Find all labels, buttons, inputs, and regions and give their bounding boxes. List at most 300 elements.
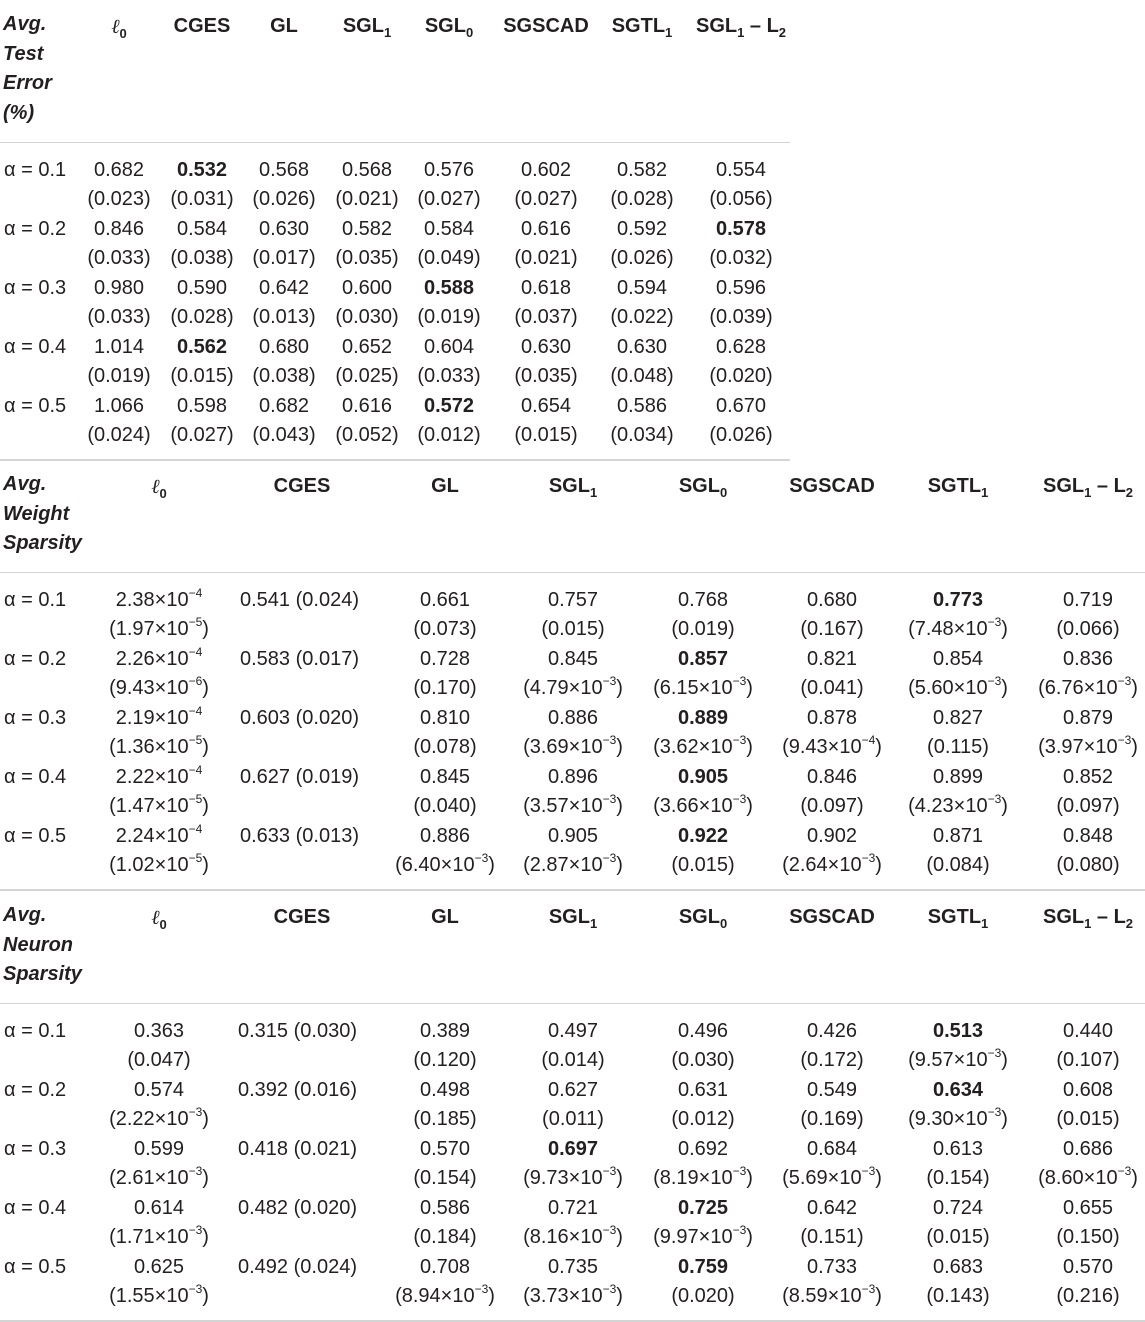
column-header-sgl1: $SGL_1$: [548, 475, 598, 500]
cell-l0: [109, 645, 209, 703]
cell-sgtl1: [610, 156, 673, 214]
row-label: α = 0.3: [4, 277, 67, 299]
cell-sgl1-l2: [1056, 763, 1119, 821]
cell-std-error: (0.185): [413, 1108, 477, 1130]
cell-std-error: $(2.64\times 10^{-3})$: [782, 851, 882, 876]
cell-sgl1: [523, 704, 623, 762]
cell-std-error: $(4.23\times 10^{-3})$: [908, 792, 1008, 817]
cell-value: 0.857: [677, 648, 729, 670]
cell-std-error: (0.023): [87, 188, 151, 210]
cell-value: 0.642: [806, 1197, 858, 1219]
cell-gl: [252, 156, 315, 214]
cell-sgtl1: [927, 704, 989, 762]
cell-std-error: $(4.79\times 10^{-3})$: [523, 674, 623, 699]
table-row: [0, 1017, 1145, 1076]
column-header-sgl0: $SGL_0$: [678, 475, 728, 500]
cell-std-error: (0.041): [800, 677, 864, 699]
cell-value: 0.582: [341, 218, 393, 240]
cell-l0: [87, 215, 150, 273]
cell-value: 0.725: [677, 1197, 729, 1219]
cell-std-error: (0.020): [709, 365, 773, 387]
cell-sgl1-l2: [1056, 1076, 1119, 1134]
row-label: α = 0.2: [4, 218, 67, 240]
cell-value: 0.584: [176, 218, 228, 240]
cell-value: 0.631: [677, 1079, 729, 1101]
row-label: α = 0.3: [4, 1138, 67, 1160]
cell-std-error: $(8.16\times 10^{-3})$: [523, 1223, 623, 1248]
cell-std-error: (0.120): [413, 1049, 477, 1071]
table-title: Avg. Weight Sparsity: [3, 473, 82, 554]
cell-l0: [109, 763, 209, 821]
cell-sgl1: [523, 763, 623, 821]
cell-value: 0.845: [419, 766, 471, 788]
cell-sgscad: [800, 1017, 863, 1075]
cell-std-error: $(1.55\times 10^{-3})$: [109, 1282, 209, 1307]
cell-value: 0.879: [1062, 707, 1114, 729]
cell-sgscad: [782, 704, 882, 762]
cell-std-error: $(2.61\times 10^{-3})$: [109, 1164, 209, 1189]
table-row: [0, 586, 1145, 645]
cell-value: 0.363: [133, 1020, 185, 1042]
cell-value: 0.886: [419, 825, 471, 847]
cell-sgl0: [653, 704, 753, 762]
cell-value: 0.315 (0.030): [238, 1020, 357, 1042]
row-label: α = 0.5: [4, 395, 67, 417]
cell-std-error: (0.097): [1056, 795, 1120, 817]
cell-value: 0.599: [133, 1138, 185, 1160]
cell-value: 0.392 (0.016): [238, 1079, 357, 1101]
cell-value: 0.633 (0.013): [240, 825, 359, 847]
cell-std-error: (0.014): [541, 1049, 605, 1071]
cell-sgtl1: [926, 1194, 989, 1252]
cell-value: 0.757: [547, 589, 599, 611]
cell-value: 0.902: [806, 825, 858, 847]
cell-std-error: (0.025): [335, 365, 399, 387]
cell-std-error: (0.032): [709, 247, 773, 269]
cell-std-error: (0.038): [252, 365, 316, 387]
cell-std-error: (0.039): [709, 306, 773, 328]
cell-value: 0.899: [932, 766, 984, 788]
cell-std-error: (0.028): [170, 306, 234, 328]
cell-std-error: $(1.47\times 10^{-5})$: [109, 792, 209, 817]
cell-cges: [170, 156, 233, 214]
cell-sgl1-l2: [709, 215, 772, 273]
cell-std-error: (0.019): [87, 365, 151, 387]
cell-std-error: (0.033): [417, 365, 481, 387]
cell-sgl1: [335, 156, 398, 214]
cell-l0: [109, 704, 209, 762]
cell-value: 0.602: [520, 159, 572, 181]
cell-value: 0.549: [806, 1079, 858, 1101]
cell-std-error: (0.015): [1056, 1108, 1120, 1130]
cell-sgl1: [523, 1194, 623, 1252]
cell-value: 0.600: [341, 277, 393, 299]
cell-sgl1-l2: [709, 333, 772, 391]
cell-std-error: (0.150): [1056, 1226, 1120, 1248]
cell-value: $2.22\times 10^{-4}$: [115, 763, 203, 788]
cell-value: 0.583 (0.017): [240, 648, 359, 670]
column-header-sgscad: SGSCAD: [789, 906, 875, 928]
cell-value: 0.654: [520, 395, 572, 417]
cell-gl: [413, 1135, 476, 1193]
cell-l0: [87, 156, 150, 214]
cell-sgl1: [335, 215, 398, 273]
cell-gl: [395, 822, 495, 880]
cell-value: 0.846: [806, 766, 858, 788]
cell-std-error: (0.033): [87, 247, 151, 269]
cell-std-error: (0.048): [610, 365, 674, 387]
cell-sgscad: [782, 822, 882, 880]
cell-std-error: (0.154): [926, 1167, 990, 1189]
cell-value: 0.682: [93, 159, 145, 181]
cell-value: 0.496: [677, 1020, 729, 1042]
cell-cges: [170, 274, 233, 332]
cell-sgl1-l2: [1056, 1017, 1119, 1075]
cell-std-error: (0.012): [417, 424, 481, 446]
cell-sgl1: [523, 645, 623, 703]
cell-value: 0.613: [932, 1138, 984, 1160]
row-label: α = 0.5: [4, 825, 67, 847]
cell-value: 0.592: [616, 218, 668, 240]
cell-l0: [127, 1017, 190, 1075]
cell-sgl1: [523, 1253, 623, 1311]
table-row: [0, 1253, 1145, 1312]
cell-value: 0.532: [176, 159, 228, 181]
table-row: [0, 156, 790, 215]
cell-std-error: $(6.76\times 10^{-3})$: [1038, 674, 1138, 699]
cell-std-error: (0.027): [417, 188, 481, 210]
cell-value: 0.733: [806, 1256, 858, 1278]
cell-sgl1: [541, 586, 604, 644]
column-header-l0: ℓ$_0$: [111, 14, 127, 41]
cell-cges: [170, 333, 233, 391]
cell-std-error: (0.073): [413, 618, 477, 640]
column-header-sgscad: SGSCAD: [789, 475, 875, 497]
cell-std-error: (0.022): [610, 306, 674, 328]
cell-sgl1-l2: [709, 392, 772, 450]
cell-sgl1: [335, 392, 398, 450]
cell-sgl0: [417, 333, 480, 391]
cell-value: 0.922: [677, 825, 729, 847]
cell-value: 0.627 (0.019): [240, 766, 359, 788]
cell-value: 0.570: [1062, 1256, 1114, 1278]
cell-std-error: (0.035): [514, 365, 578, 387]
cell-gl: [413, 1194, 476, 1252]
row-label: α = 0.3: [4, 707, 67, 729]
cell-sgl1-l2: [709, 156, 772, 214]
cell-value: 0.630: [520, 336, 572, 358]
cell-std-error: $(7.48\times 10^{-3})$: [908, 615, 1008, 640]
column-header-sgtl1: $SGTL_1$: [927, 906, 989, 931]
cell-value: 0.889: [677, 707, 729, 729]
cell-std-error: (0.015): [170, 365, 234, 387]
cell-std-error: (0.172): [800, 1049, 864, 1071]
cell-std-error: (0.026): [252, 188, 316, 210]
column-header-sgl1-l2: $SGL_1 - L_2$: [695, 15, 787, 40]
cell-cges: [170, 215, 233, 273]
table-row: [0, 274, 790, 333]
cell-sgscad: [800, 586, 863, 644]
cell-sgtl1: [926, 1253, 989, 1311]
cell-value: 0.603 (0.020): [240, 707, 359, 729]
cell-sgscad: [514, 333, 577, 391]
cell-value: 0.655: [1062, 1197, 1114, 1219]
cell-value: 0.886: [547, 707, 599, 729]
cell-cges: [240, 763, 359, 792]
cell-std-error: (0.038): [170, 247, 234, 269]
column-header-gl: GL: [431, 475, 459, 497]
cell-cges: [238, 1076, 357, 1105]
table-row: [0, 333, 790, 392]
header-rule: [0, 1003, 1145, 1004]
cell-value: 0.627: [547, 1079, 599, 1101]
column-header-sgl1-l2: $SGL_1 - L_2$: [1042, 475, 1134, 500]
cell-sgl0: [671, 822, 734, 880]
cell-value: 0.630: [258, 218, 310, 240]
cell-cges: [240, 586, 359, 615]
cell-std-error: (0.030): [671, 1049, 735, 1071]
cell-value: 0.692: [677, 1138, 729, 1160]
cell-std-error: (0.097): [800, 795, 864, 817]
row-label: α = 0.2: [4, 648, 67, 670]
cell-std-error: (0.047): [127, 1049, 191, 1071]
cell-cges: [240, 645, 359, 674]
cell-cges: [170, 392, 233, 450]
cell-value: 0.852: [1062, 766, 1114, 788]
cell-value: 0.878: [806, 707, 858, 729]
cell-value: 0.821: [806, 648, 858, 670]
cell-value: 0.980: [93, 277, 145, 299]
cell-std-error: $(8.19\times 10^{-3})$: [653, 1164, 753, 1189]
cell-sgl0: [653, 763, 753, 821]
table-row: [0, 763, 1145, 822]
cell-std-error: $(3.57\times 10^{-3})$: [523, 792, 623, 817]
cell-value: 0.562: [176, 336, 228, 358]
column-header-cges: CGES: [273, 475, 331, 497]
cell-std-error: (0.080): [1056, 854, 1120, 876]
cell-sgl1-l2: [1056, 822, 1119, 880]
cell-std-error: $(9.57\times 10^{-3})$: [908, 1046, 1008, 1071]
cell-value: 0.590: [176, 277, 228, 299]
cell-value: 0.614: [133, 1197, 185, 1219]
cell-l0: [87, 333, 150, 391]
cell-std-error: (0.040): [413, 795, 477, 817]
cell-l0: [87, 392, 150, 450]
cell-value: 0.827: [932, 707, 984, 729]
cell-value: 0.596: [715, 277, 767, 299]
cell-std-error: (0.027): [514, 188, 578, 210]
cell-sgtl1: [610, 392, 673, 450]
cell-std-error: (0.020): [671, 1285, 735, 1307]
cell-value: 0.871: [932, 825, 984, 847]
cell-sgl1-l2: [1056, 1194, 1119, 1252]
cell-value: 0.768: [677, 589, 729, 611]
cell-std-error: $(3.97\times 10^{-3})$: [1038, 733, 1138, 758]
cell-sgl1-l2: [1056, 586, 1119, 644]
cell-gl: [413, 704, 476, 762]
cell-value: 0.719: [1062, 589, 1114, 611]
cell-value: 0.586: [616, 395, 668, 417]
cell-value: 0.604: [423, 336, 475, 358]
cell-std-error: (0.066): [1056, 618, 1120, 640]
cell-std-error: (0.049): [417, 247, 481, 269]
cell-sgl1: [523, 822, 623, 880]
column-header-sgl1-l2: $SGL_1 - L_2$: [1042, 906, 1134, 931]
cell-value: 1.066: [93, 395, 145, 417]
cell-std-error: (0.052): [335, 424, 399, 446]
cell-gl: [413, 1017, 476, 1075]
cell-sgl0: [653, 1135, 753, 1193]
cell-value: 0.541 (0.024): [240, 589, 359, 611]
cell-value: 0.759: [677, 1256, 729, 1278]
cell-std-error: (0.015): [514, 424, 578, 446]
cell-std-error: (0.037): [514, 306, 578, 328]
cell-value: 0.905: [547, 825, 599, 847]
cell-sgl0: [417, 215, 480, 273]
cell-gl: [413, 645, 476, 703]
cell-sgscad: [514, 156, 577, 214]
cell-value: 0.598: [176, 395, 228, 417]
cell-value: 0.708: [419, 1256, 471, 1278]
column-header-cges: CGES: [173, 15, 231, 37]
table-row: [0, 822, 1145, 881]
cell-std-error: (0.021): [335, 188, 399, 210]
cell-sgscad: [782, 1253, 882, 1311]
cell-sgl0: [671, 1253, 734, 1311]
cell-value: 0.625: [133, 1256, 185, 1278]
cell-std-error: $(5.60\times 10^{-3})$: [908, 674, 1008, 699]
cell-std-error: (0.026): [610, 247, 674, 269]
cell-std-error: (0.078): [413, 736, 477, 758]
cell-gl: [252, 274, 315, 332]
cell-sgl0: [671, 1076, 734, 1134]
row-label: α = 0.2: [4, 1079, 67, 1101]
cell-sgl0: [417, 274, 480, 332]
cell-sgl0: [671, 586, 734, 644]
cell-gl: [413, 763, 476, 821]
cell-value: $2.19\times 10^{-4}$: [115, 704, 203, 729]
column-header-sgscad: SGSCAD: [503, 15, 589, 37]
cell-value: 0.680: [806, 589, 858, 611]
cell-gl: [252, 392, 315, 450]
column-header-l0: ℓ$_0$: [151, 474, 167, 501]
cell-value: 0.728: [419, 648, 471, 670]
cell-std-error: (0.167): [800, 618, 864, 640]
cell-std-error: $(9.30\times 10^{-3})$: [908, 1105, 1008, 1130]
cell-std-error: (0.043): [252, 424, 316, 446]
cell-gl: [413, 586, 476, 644]
cell-value: 0.584: [423, 218, 475, 240]
cell-value: 0.682: [258, 395, 310, 417]
cell-sgtl1: [908, 1017, 1008, 1075]
cell-std-error: $(9.43\times 10^{-6})$: [109, 674, 209, 699]
cell-std-error: (0.030): [335, 306, 399, 328]
cell-value: 0.773: [932, 589, 984, 611]
header-rule: [0, 142, 790, 143]
cell-std-error: (0.024): [87, 424, 151, 446]
cell-l0: [109, 1253, 209, 1311]
cell-std-error: (0.169): [800, 1108, 864, 1130]
cell-std-error: $(3.62\times 10^{-3})$: [653, 733, 753, 758]
cell-value: 0.836: [1062, 648, 1114, 670]
cell-std-error: (0.170): [413, 677, 477, 699]
cell-sgl0: [653, 1194, 753, 1252]
cell-std-error: (0.027): [170, 424, 234, 446]
cell-sgtl1: [908, 645, 1008, 703]
cell-std-error: $(3.66\times 10^{-3})$: [653, 792, 753, 817]
row-label: α = 0.4: [4, 766, 67, 788]
cell-std-error: $(1.97\times 10^{-5})$: [109, 615, 209, 640]
cell-std-error: (0.028): [610, 188, 674, 210]
cell-value: 0.686: [1062, 1138, 1114, 1160]
table-title: Avg. Neuron Sparsity: [3, 904, 82, 985]
cell-std-error: (0.015): [671, 854, 735, 876]
cell-cges: [240, 822, 359, 851]
cell-l0: [109, 1076, 209, 1134]
cell-std-error: (0.011): [542, 1108, 604, 1130]
cell-std-error: $(5.69\times 10^{-3})$: [782, 1164, 882, 1189]
cell-value: 0.896: [547, 766, 599, 788]
cell-value: 0.497: [547, 1020, 599, 1042]
cell-sgl1-l2: [1038, 704, 1138, 762]
cell-cges: [238, 1135, 357, 1164]
table-row: [0, 1076, 1145, 1135]
header-rule: [0, 572, 1145, 573]
cell-value: 0.482 (0.020): [238, 1197, 357, 1219]
cell-std-error: (0.026): [709, 424, 773, 446]
cell-std-error: (0.034): [610, 424, 674, 446]
cell-std-error: (0.184): [413, 1226, 477, 1248]
column-header-gl: GL: [270, 15, 298, 37]
cell-value: 0.683: [932, 1256, 984, 1278]
cell-l0: [109, 586, 209, 644]
cell-gl: [252, 215, 315, 273]
cell-value: 0.628: [715, 336, 767, 358]
cell-std-error: (0.035): [335, 247, 399, 269]
cell-value: 0.630: [616, 336, 668, 358]
cell-std-error: (0.143): [926, 1285, 990, 1307]
row-label: α = 0.4: [4, 1197, 67, 1219]
cell-sgl1: [542, 1076, 604, 1134]
cell-sgtl1: [908, 763, 1008, 821]
cell-sgl1: [335, 333, 398, 391]
cell-value: 0.426: [806, 1020, 858, 1042]
cell-l0: [109, 822, 209, 880]
cell-std-error: (0.154): [413, 1167, 477, 1189]
cell-value: 0.680: [258, 336, 310, 358]
table-row: [0, 645, 1145, 704]
cell-value: 0.848: [1062, 825, 1114, 847]
cell-value: 0.608: [1062, 1079, 1114, 1101]
cell-sgl1: [541, 1017, 604, 1075]
cell-std-error: $(3.73\times 10^{-3})$: [523, 1282, 623, 1307]
cell-sgtl1: [908, 586, 1008, 644]
cell-value: 0.582: [616, 159, 668, 181]
cell-gl: [252, 333, 315, 391]
cell-sgl1-l2: [1038, 645, 1138, 703]
cell-std-error: $(3.69\times 10^{-3})$: [523, 733, 623, 758]
cell-value: 0.634: [932, 1079, 984, 1101]
cell-std-error: $(9.73\times 10^{-3})$: [523, 1164, 623, 1189]
cell-value: 0.568: [341, 159, 393, 181]
table-row: [0, 392, 790, 451]
cell-std-error: (0.015): [926, 1226, 990, 1248]
cell-value: 0.697: [547, 1138, 599, 1160]
cell-std-error: (0.033): [87, 306, 151, 328]
cell-std-error: (0.031): [170, 188, 234, 210]
cell-gl: [395, 1253, 495, 1311]
table-row: [0, 1135, 1145, 1194]
